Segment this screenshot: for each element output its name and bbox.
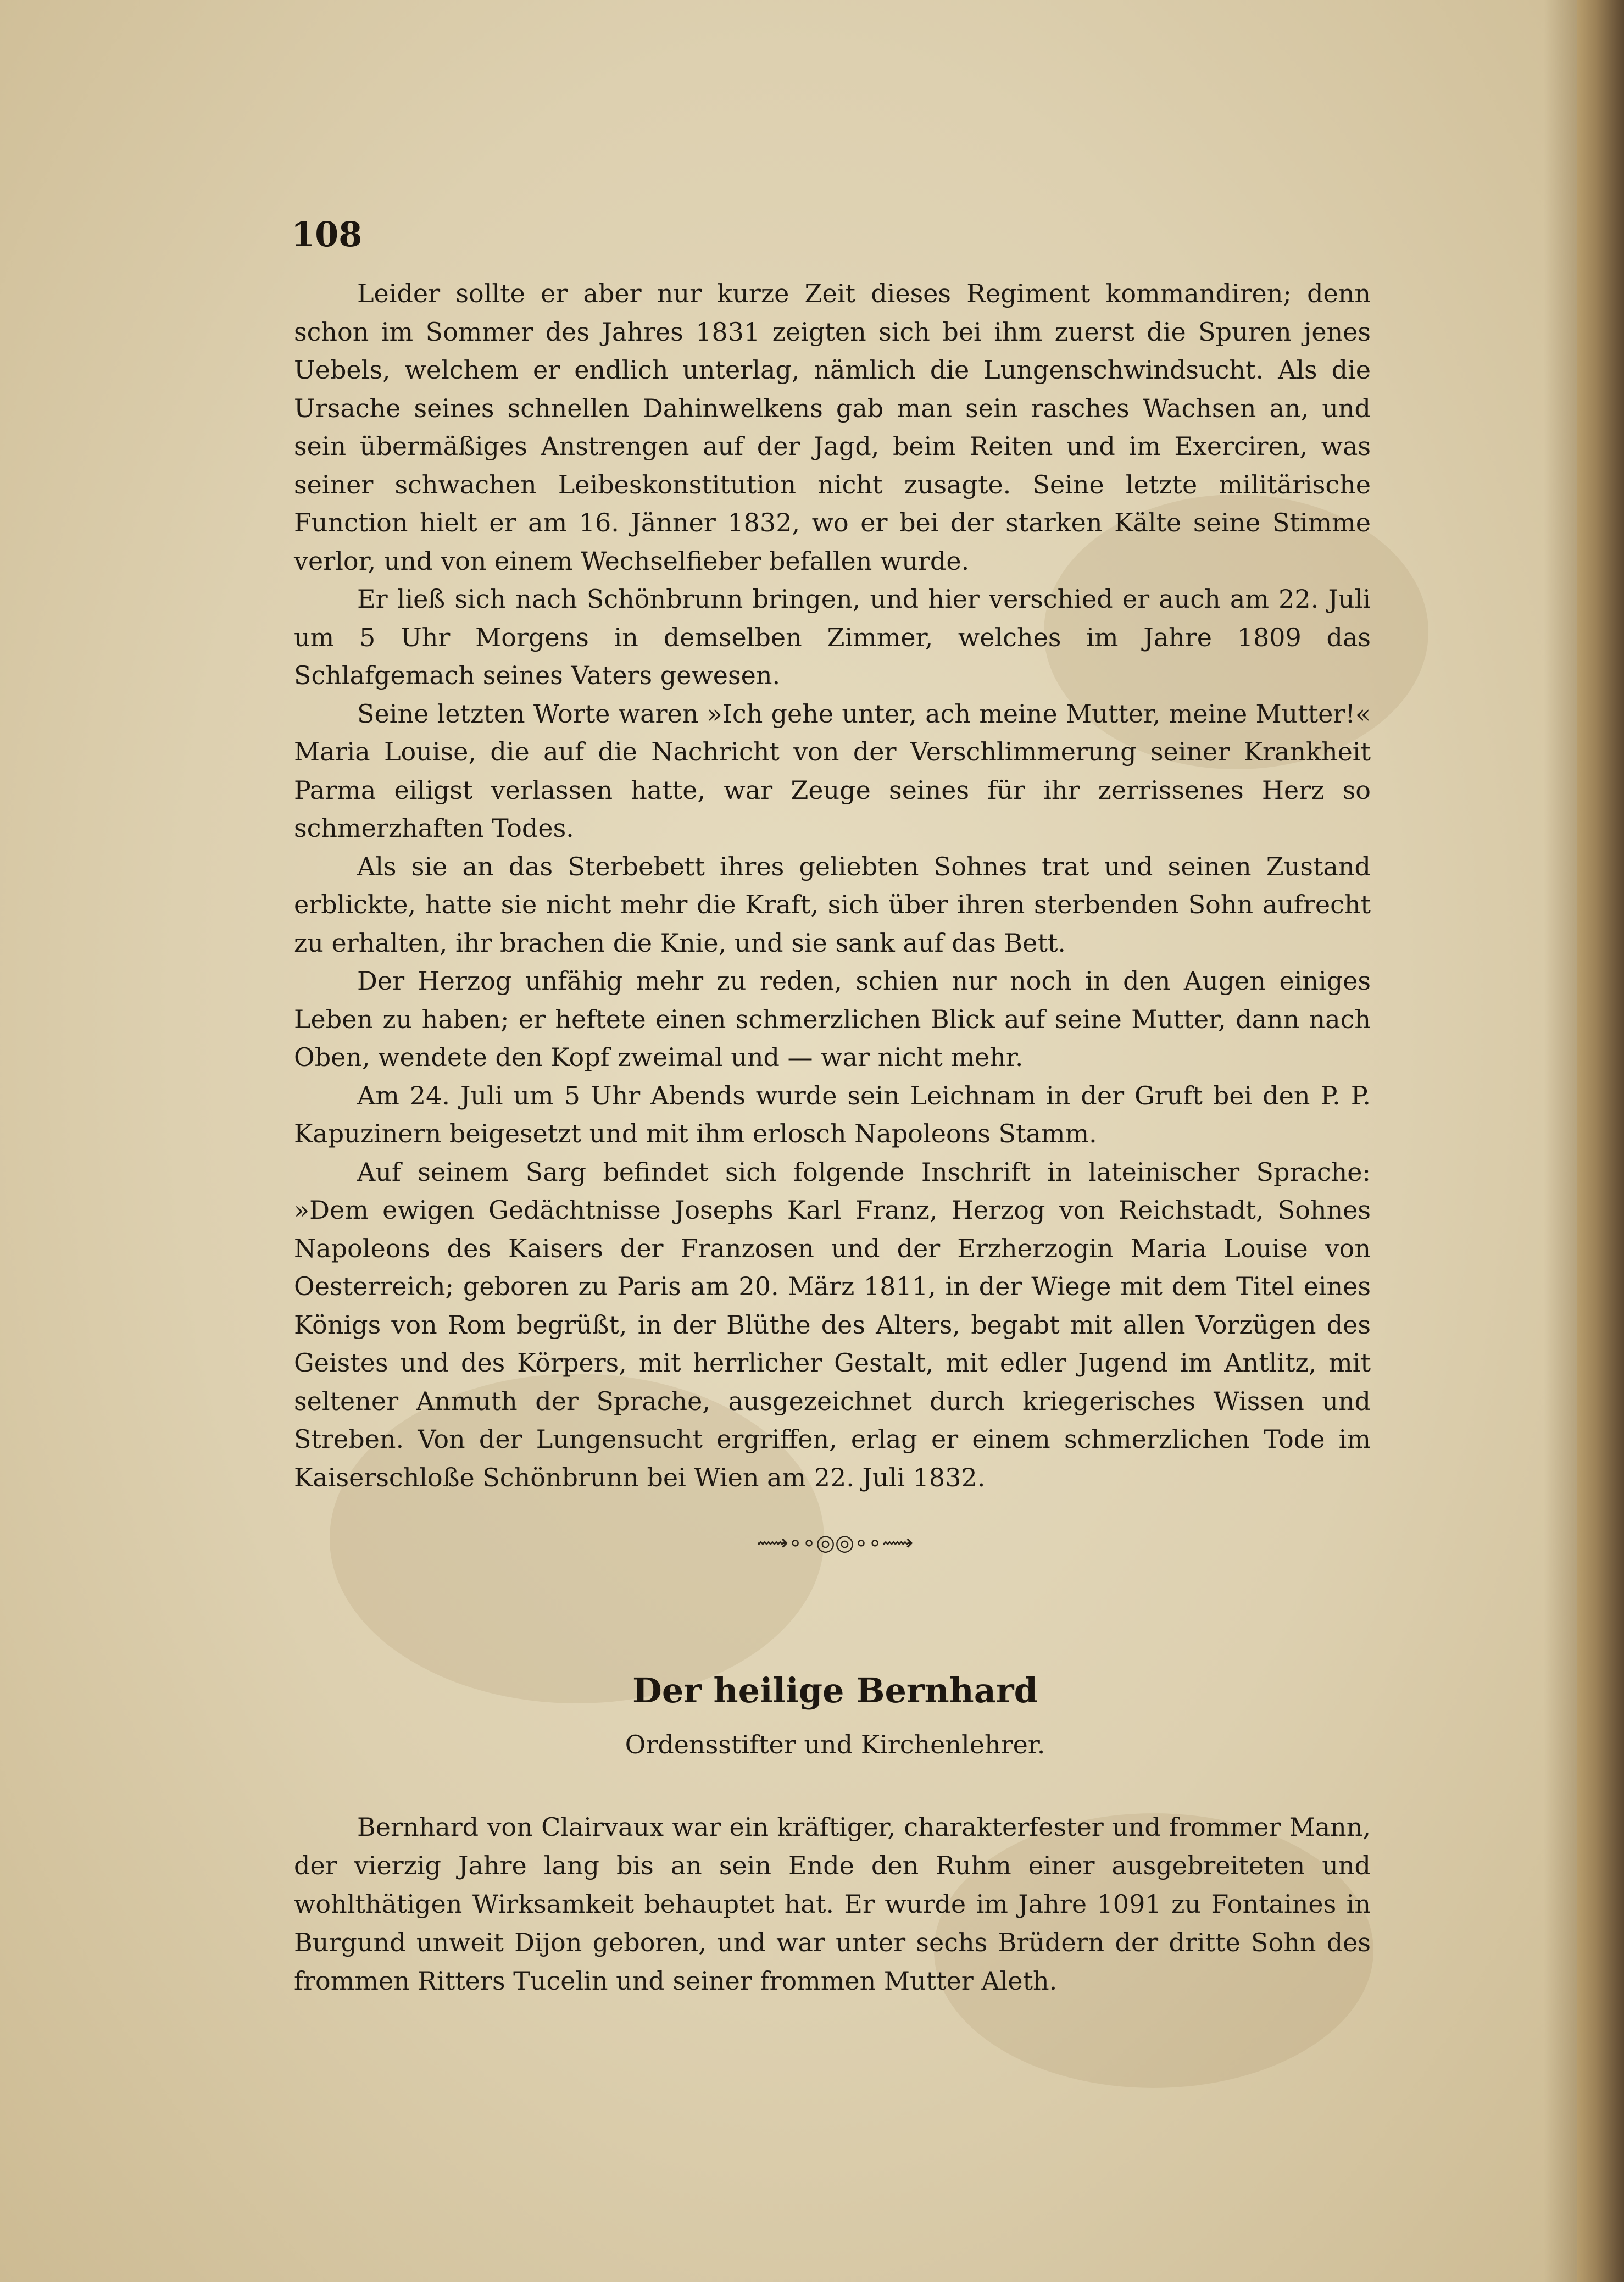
- paragraph: Als sie an das Sterbebett ihres geliebten Sohnes trat und seinen Zustand erblickte, hatte sie nicht mehr die Kraft, sich über ihren sterbenden Sohn aufrecht zu erhalten, ihr brachen die Knie, und sie sank auf das Bett.: [294, 851, 1371, 958]
- section-title: Der heilige Bernhard: [632, 1670, 1038, 1711]
- main-text: [294, 275, 1371, 1497]
- paragraph: Bernhard von Clairvaux war ein kräftiger, charakterfester und frommer Mann, der vierzig Jahre lang bis an sein Ende den Ruhm einer ausgebreiteten und wohlthätigen Wirksamkeit behauptet hat. Er wurde im Jahre 1091 zu Fontaines in Burgund unweit Dijon geboren, und war unter sechs Brüdern der dritte Sohn des frommen Ritters Tucelin und seiner frommen Mutter Aleth.: [294, 1812, 1371, 1996]
- paragraph: Der Herzog unfähig mehr zu reden, schien nur noch in den Augen einiges Leben zu haben; er heftete einen schmerzlichen Blick auf seine Mutter, dann nach Oben, wendete den Kopf zweimal und — war nicht mehr.: [294, 966, 1371, 1072]
- paragraph: Seine letzten Worte waren »Ich gehe unter, ach meine Mutter, meine Mutter!« Maria Louise, die auf die Nachricht von der Verschlimmerung seiner Krankheit Parma eiligst verlassen hatte, war Zeuge seines für ihr zerrissenes Herz so schmerzhaften Todes.: [294, 698, 1371, 843]
- section-text: [294, 1808, 1371, 2000]
- ornamental-divider: ⟿∘∘◎◎∘∘⟿: [757, 1530, 914, 1556]
- paragraph: Leider sollte er aber nur kurze Zeit dieses Regiment kommandiren; denn schon im Sommer des Jahres 1831 zeigten sich bei ihm zuerst die Spuren jenes Uebels, welchem er endlich unterlag, nämlich die Lungenschwindsucht. Als die Ursache seines schnellen Dahinwelkens gab man sein rasches Wachsen an, und sein übermäßiges Anstrengen auf der Jagd, beim Reiten und im Exerciren, was seiner schwachen Leibeskonstitution nicht zusagte. Seine letzte militärische Function hielt er am 16. Jänner 1832, wo er bei der starken Kälte seine Stimme verlor, und von einem Wechselfieber befallen wurde.: [294, 279, 1371, 576]
- page-number: 108: [291, 214, 363, 254]
- paragraph: Auf seinem Sarg befindet sich folgende Inschrift in lateinischer Sprache: »Dem ewigen Gedächtnisse Josephs Karl Franz, Herzog von Reichstadt, Sohnes Napoleons des Kaisers der Franzosen und der Erzherzogin Maria Louise von Oesterreich; geboren zu Paris am 20. März 1811, in der Wiege mit dem Titel eines Königs von Rom begrüßt, in der Blüthe des Alters, begabt mit allen Vorzügen des Geistes und des Körpers, mit herrlicher Gestalt, mit edler Jugend im Antlitz, mit seltener Anmuth der Sprache, ausgezeichnet durch kriegerisches Wissen und Streben. Von der Lungensucht ergriffen, erlag er einem schmerzlichen Tode im Kaiserschloße Schönbrunn bei Wien am 22. Juli 1832.: [294, 1157, 1371, 1492]
- section-subtitle: Ordensstifter und Kirchenlehrer.: [625, 1730, 1045, 1759]
- book-spine-edge: [1577, 0, 1624, 2282]
- paragraph: Er ließ sich nach Schönbrunn bringen, und hier verschied er auch am 22. Juli um 5 Uhr Morgens in demselben Zimmer, welches im Jahre 1809 das Schlafgemach seines Vaters gewesen.: [294, 584, 1371, 690]
- paragraph: Am 24. Juli um 5 Uhr Abends wurde sein Leichnam in der Gruft bei den P. P. Kapuzinern beigesetzt und mit ihm erlosch Napoleons Stamm.: [294, 1080, 1371, 1148]
- page-gutter-shadow: [1544, 0, 1577, 2282]
